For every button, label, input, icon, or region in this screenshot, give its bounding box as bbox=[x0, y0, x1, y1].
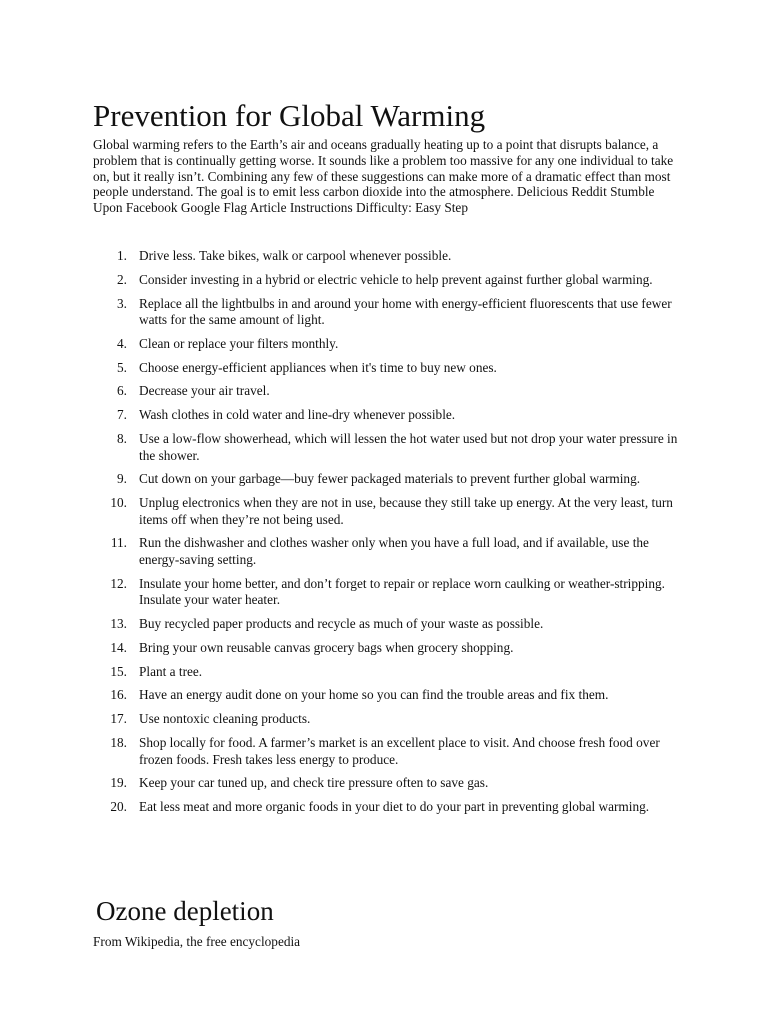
list-item-number: 1. bbox=[117, 248, 127, 263]
list-item-number: 12. bbox=[110, 575, 127, 591]
list-item-text: Plant a tree. bbox=[139, 663, 203, 679]
list-item-number: 8. bbox=[117, 431, 127, 447]
list-item-number: 16. bbox=[110, 687, 127, 703]
list-item-number: 15. bbox=[110, 663, 127, 679]
list-item-text: Replace all the lightbulbs in and around your home with energy-efficient fluorescents that use fewer watts for the same amount of light. bbox=[139, 295, 672, 328]
list-item-number: 3. bbox=[117, 295, 127, 311]
list-item bbox=[93, 296, 683, 329]
list-item-text: Buy recycled paper products and recycle as much of your waste as possible. bbox=[139, 616, 544, 632]
list-item bbox=[93, 495, 683, 528]
list-item bbox=[93, 616, 683, 633]
list-item-number: 13. bbox=[110, 616, 127, 632]
list-item bbox=[93, 664, 683, 681]
list-item-number: 17. bbox=[110, 711, 127, 727]
list-item-number: 7. bbox=[117, 407, 127, 423]
list-item-text: Shop locally for food. A farmer’s market is an excellent place to visit. And choose fresh food over frozen foods. Fresh takes less energy to produce. bbox=[139, 735, 660, 767]
list-item bbox=[93, 687, 683, 704]
list-item bbox=[93, 383, 683, 400]
list-item-text: Insulate your home better, and don’t forget to repair or replace worn caulking or weather-stripping. Insulate your water heater. bbox=[139, 575, 665, 608]
list-item-text: Run the dishwasher and clothes washer only when you have a full load, and if available, use the energy-saving setting. bbox=[139, 535, 649, 567]
list-item-number: 4. bbox=[117, 335, 127, 351]
list-item-number: 11. bbox=[110, 535, 127, 551]
list-item bbox=[93, 431, 683, 464]
page-title: Prevention for Global Warming bbox=[93, 98, 486, 133]
list-item-number: 14. bbox=[110, 639, 127, 655]
list-item-text: Cut down on your garbage—buy fewer packaged materials to prevent further global warming. bbox=[139, 471, 641, 487]
list-item-text: Clean or replace your filters monthly. bbox=[139, 335, 339, 351]
list-item bbox=[93, 248, 683, 265]
list-item-text: Bring your own reusable canvas grocery bags when grocery shopping. bbox=[139, 639, 514, 655]
list-item-text: Decrease your air travel. bbox=[139, 383, 270, 399]
list-item-number: 6. bbox=[117, 383, 127, 399]
list-item-number: 20. bbox=[110, 799, 127, 815]
list-item-text: Wash clothes in cold water and line-dry whenever possible. bbox=[139, 407, 456, 423]
list-item-text: Use nontoxic cleaning products. bbox=[139, 711, 311, 727]
list-item bbox=[93, 360, 683, 377]
list-item bbox=[93, 272, 683, 289]
list-item bbox=[93, 336, 683, 353]
list-item-text: Use a low-flow showerhead, which will lessen the hot water used but not drop your water pressure in the shower. bbox=[139, 431, 678, 463]
intro-paragraph: Global warming refers to the Earth’s air and oceans gradually heating up to a point that disrupts balance, a problem that is continually getting worse. It sounds like a problem too massive for any one individual to take on, but it really isn’t. Combining any few of these suggestions can make more of a dramatic effect than most people understand. The goal is to emit less carbon dioxide into the atmosphere. Delicious Reddit Stumble Upon Facebook Google Flag Article Instructions Difficulty: Easy Step bbox=[93, 137, 674, 216]
list-item-number: 5. bbox=[117, 359, 127, 375]
list-item-text: Drive less. Take bikes, walk or carpool whenever possible. bbox=[139, 248, 452, 263]
list-item bbox=[93, 711, 683, 728]
list-item-number: 2. bbox=[117, 271, 127, 287]
list-item bbox=[93, 407, 683, 424]
source-line: From Wikipedia, the free encyclopedia bbox=[93, 934, 301, 949]
list-item bbox=[93, 799, 683, 816]
list-item-number: 10. bbox=[110, 495, 127, 511]
list-item bbox=[93, 535, 683, 568]
list-item-number: 9. bbox=[117, 471, 127, 487]
list-item-text: Unplug electronics when they are not in use, because they still take up energy. At the very least, turn items off when they’re not being used. bbox=[139, 495, 673, 527]
list-item bbox=[93, 471, 683, 488]
list-item bbox=[93, 640, 683, 657]
list-item-text: Consider investing in a hybrid or electric vehicle to help prevent against further global warming. bbox=[139, 271, 653, 287]
list-item-number: 18. bbox=[110, 735, 127, 751]
list-item-number: 19. bbox=[110, 775, 127, 791]
list-item-text: Keep your car tuned up, and check tire pressure often to save gas. bbox=[139, 775, 489, 791]
list-item-text: Choose energy-efficient appliances when it's time to buy new ones. bbox=[139, 359, 497, 375]
steps-list bbox=[93, 248, 683, 823]
list-item bbox=[93, 576, 683, 609]
list-item-text: Eat less meat and more organic foods in your diet to do your part in preventing global warming. bbox=[139, 799, 650, 815]
section-heading-ozone: Ozone depletion bbox=[96, 896, 274, 926]
list-item bbox=[93, 735, 683, 768]
list-item bbox=[93, 775, 683, 792]
list-item-text: Have an energy audit done on your home so you can find the trouble areas and fix them. bbox=[139, 687, 609, 703]
